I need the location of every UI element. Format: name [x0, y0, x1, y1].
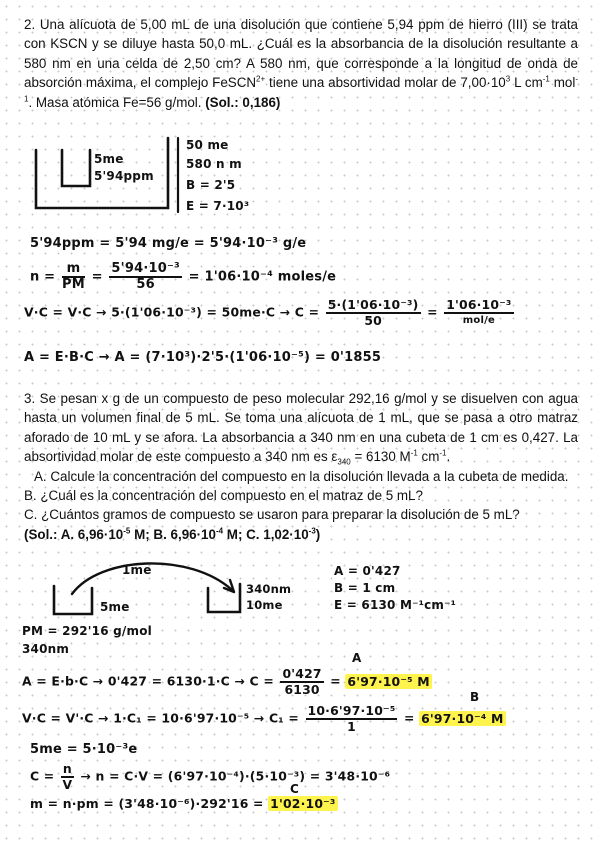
answer-b-highlight: 6'97·10⁻⁴ M	[421, 710, 504, 726]
problem-3-item-a: A. Calcule la concentración del compuesto en la disolución llevada a la cubeta de medida.	[34, 468, 569, 484]
fraction: $\frac{\text{1'06·10⁻³}}{\text{mol/e}}$	[446, 297, 512, 326]
fraction: $\frac{\text{10·6'97·10⁻⁵}}{1}$	[307, 703, 396, 734]
beaker-concentration: 5'94ppm	[94, 169, 154, 183]
fraction: $\frac{0'427}{6130}$	[282, 666, 322, 697]
answer-a-highlight: 6'97·10⁻⁵ M	[347, 673, 430, 689]
answer-c-highlight: 1'02·10⁻³	[270, 796, 336, 811]
data-molar-absorptivity: E = 6130 M⁻¹cm⁻¹	[334, 598, 457, 612]
hw2-line-4: A = E·B·C → A = (7·10³)·2'5·(1'06·10⁻⁵) = 0'1855	[24, 350, 382, 365]
arrow-label: 1me	[122, 563, 152, 577]
hw3-line-moles: C = $\frac{n}{V}$ → n = C·V = (6'97·10⁻⁴)·(5·10⁻³) = 3'48·10⁻⁶	[30, 761, 391, 792]
hw2-line-3: V·C = V·C → 5·(1'06·10⁻³) = 50me·C → C = $\frac{\text{5·(1'06·10⁻³)}}{50}$ = $\frac{\text{1'06·10⁻³}}{\text{mol/e}}$	[24, 297, 512, 328]
fraction: $\frac{n}{V}$	[62, 761, 73, 792]
hw3-line-a: A = E·b·C → 0'427 = 6130·1·C → C = $\frac{0'427}{6130}$ = 6'97·10⁻⁵ M	[22, 666, 430, 697]
problem-3-item-c: C. ¿Cuántos gramos de compuesto se usaron para preparar la disolución de 5 mL?	[24, 507, 520, 523]
problem-3-solution: (Sol.: A. $6,96\cdot 10^{-5}$ M; B. $6,96\cdot 10^{-4}$ M; C. $1,02\cdot 10^{-3}$)	[24, 526, 321, 542]
hw2-line-2: n = $\frac{m}{PM}$ = $\frac{\text{5'94·10⁻³}}{56}$ = 1'06·10⁻⁴ moles/e	[30, 261, 337, 292]
data-volume: 50 me	[186, 138, 229, 152]
problem-2-solution: (Sol.: 0,186)	[205, 94, 281, 110]
hw2-line-1: 5'94ppm = 5'94 mg/e = 5'94·10⁻³ g/e	[30, 236, 307, 251]
flask-1-label: 5me	[100, 600, 130, 614]
problem-3-item-b: B. ¿Cuál es la concentración del compuesto en el matraz de 5 mL?	[24, 488, 423, 504]
fraction: $\frac{m}{PM}$	[62, 261, 85, 292]
wavelength: 340nm	[22, 642, 70, 656]
data-epsilon: E = 7·10³	[186, 199, 250, 213]
data-wavelength: 580 n m	[186, 157, 242, 171]
answer-mark-c: C	[290, 782, 300, 796]
answer-mark-b: B	[470, 690, 480, 704]
flask-2-volume: 10me	[246, 598, 283, 612]
problem-2-text: 2. Una alícuota de 5,00 mL de una disolución que contiene 5,94 ppm de hierro (III) se trata con KSCN y se diluye hasta 50,0 mL. ¿Cuál es la absorbancia de la disolución resultante a 580 nm en una celda de 2,50 cm? A 580 nm, que corresponde a la longitud de onda de absorción máxima, el complejo FeSCN$^{2+}$ tiene una absortividad molar de $7,00\cdot 10^3$ L $cm^{-1}$ mol$^{-1}$. Masa atómica Fe=56 g/mol. (Sol.: 0,186)	[24, 17, 578, 110]
data-path-length: B = 1 cm	[334, 581, 396, 595]
hw3-line-mass: m = n·pm = (3'48·10⁻⁶)·292'16 = 1'02·10⁻³	[30, 796, 336, 811]
problem-3-text: 3. Se pesan x g de un compuesto de peso molecular 292,16 g/mol y se disuelven con agua hasta un volumen final de 5 mL. Se toma una alícuota de 1 mL, que se pasa a otro matraz aforado de 10 mL y se afora. La absorbancia a 340 nm en una cubeta de 1 cm es 0,427. La absortividad molar de este compuesto a 340 nm es $\varepsilon_{340} = 6130$ $M^{-1}$ $cm^{-1}$.	[24, 391, 578, 467]
hw3-line-b: V·C = V'·C → 1·C₁ = 10·6'97·10⁻⁵ → C₁ = $\frac{\text{10·6'97·10⁻⁵}}{1}$ = 6'97·10⁻⁴ M	[22, 703, 504, 734]
fraction: $\frac{\text{5·(1'06·10⁻³)}}{50}$	[327, 297, 419, 328]
molecular-weight: PM = 292'16 g/mol	[22, 624, 152, 638]
answer-mark-a: A	[352, 651, 362, 665]
flask-5ml-icon	[54, 586, 92, 614]
beaker-volume: 5me	[94, 152, 124, 166]
data-path: B = 2'5	[186, 178, 236, 192]
flask-2-wavelength: 340nm	[246, 582, 292, 596]
data-absorbance: A = 0'427	[334, 564, 401, 578]
fraction: $\frac{\text{5'94·10⁻³}}{56}$	[111, 261, 180, 292]
hw3-line-volume: 5me = 5·10⁻³e	[30, 742, 138, 757]
